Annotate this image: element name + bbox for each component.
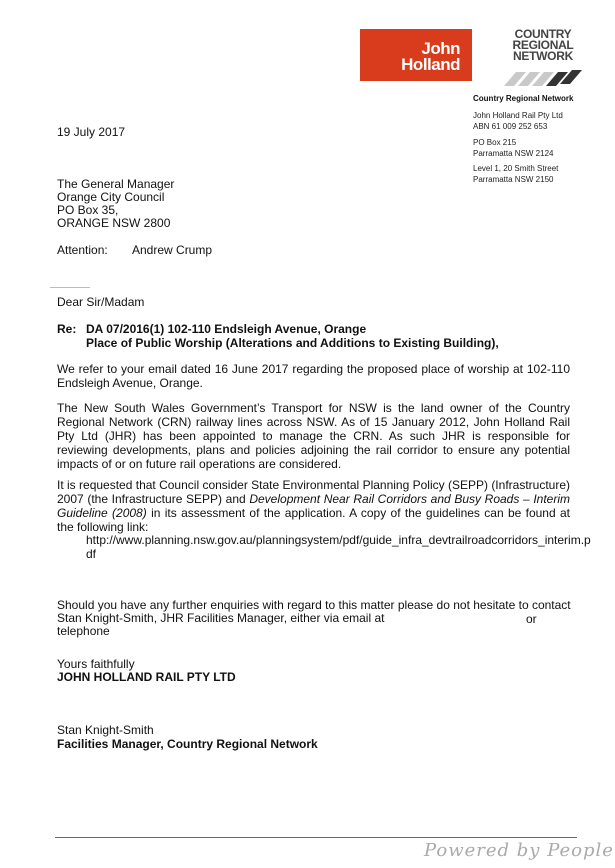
- attention-name: Andrew Crump: [132, 243, 213, 257]
- letter-date: 19 July 2017: [57, 125, 126, 139]
- signatory-name: Stan Knight-Smith: [57, 723, 154, 737]
- sender-street-city: Parramatta NSW 2150: [473, 175, 554, 184]
- john-holland-logo: [360, 29, 472, 81]
- subject-line1: DA 07/2016(1) 102-110 Endsleigh Avenue, Orange: [86, 322, 367, 336]
- sender-po-box: PO Box 215: [473, 138, 517, 147]
- paragraph-4: [57, 599, 571, 638]
- paragraph-2: The New South Wales Government’s Transport for NSW is the land owner of the Country Regional Network (CRN) railway lines across NSW. As of 15 January 2012, John Holland Rail Pty Ltd (JHR) has been appointed to manage the CRN. As such JHR is responsible for reviewing developments, plans and policies adjoining the rail corridor to ensure any potential impacts of or on future rail operations are considered.: [57, 401, 570, 471]
- crn-logo-line1: COUNTRY: [514, 27, 572, 41]
- crn-logo-stripes-icon: [504, 70, 582, 86]
- logo-word-john: John: [421, 39, 460, 58]
- sender-abn: ABN 61 009 252 653: [473, 122, 548, 131]
- guideline-link-line2[interactable]: df: [86, 547, 97, 561]
- crn-logo-line3: NETWORK: [513, 49, 573, 63]
- signatory-title: Facilities Manager, Country Regional Network: [57, 737, 318, 751]
- paragraph-3-start: It is requested that Council consider State Environmental Planning Policy (SEPP) (Infrastructure) 2007 (the Infrastructure SEPP) and: [57, 478, 570, 506]
- footer-tagline: Powered by People: [424, 840, 614, 861]
- sender-po-city: Parramatta NSW 2124: [473, 149, 554, 158]
- recipient-line2: Orange City Council: [57, 190, 165, 204]
- attention-label: Attention:: [57, 243, 108, 257]
- paragraph-4-line1: Should you have any further enquiries with regard to this matter please do not hesitate to contact: [57, 598, 571, 612]
- crn-logo: [503, 29, 583, 62]
- paragraph-4-line2: Stan Knight-Smith, JHR Facilities Manager, either via email at: [57, 611, 385, 625]
- crn-logo-line2: REGIONAL: [512, 38, 574, 52]
- recipient-line4: ORANGE NSW 2800: [57, 216, 171, 230]
- sender-street: Level 1, 20 Smith Street: [473, 164, 559, 173]
- paragraph-3-end: in its assessment of the application. A copy of the guidelines can be found at the following link:: [57, 506, 570, 534]
- footer-divider: [55, 837, 577, 838]
- recipient-block: [57, 178, 174, 230]
- salutation: Dear Sir/Madam: [57, 295, 145, 309]
- guideline-link-line1[interactable]: http://www.planning.nsw.gov.au/planningsystem/pdf/guide_infra_devtrailroadcorridors_interim.p: [86, 533, 591, 547]
- paragraph-1: We refer to your email dated 16 June 2017 regarding the proposed place of worship at 102-110 Endsleigh Avenue, Orange.: [57, 362, 570, 390]
- recipient-line1: The General Manager: [57, 177, 175, 191]
- paragraph-3: [57, 478, 570, 534]
- guideline-title: Development Near Rail Corridors and Busy Roads – Interim Guideline (2008): [57, 492, 570, 520]
- sender-company: John Holland Rail Pty Ltd: [473, 111, 563, 120]
- guideline-link[interactable]: [86, 533, 591, 561]
- sender-org: Country Regional Network: [473, 94, 574, 103]
- subject-line2: Place of Public Worship (Alterations and Additions to Existing Building),: [86, 336, 499, 350]
- valediction: Yours faithfully: [57, 657, 135, 671]
- subject-re: Re:: [57, 322, 77, 336]
- divider: [50, 287, 90, 288]
- recipient-line3: PO Box 35,: [57, 203, 119, 217]
- subject-block: [86, 322, 499, 350]
- paragraph-4-or: or: [526, 612, 537, 626]
- closing-company: JOHN HOLLAND RAIL PTY LTD: [57, 670, 236, 684]
- paragraph-4-line3: telephone: [57, 624, 110, 638]
- logo-word-holland: Holland: [401, 55, 460, 74]
